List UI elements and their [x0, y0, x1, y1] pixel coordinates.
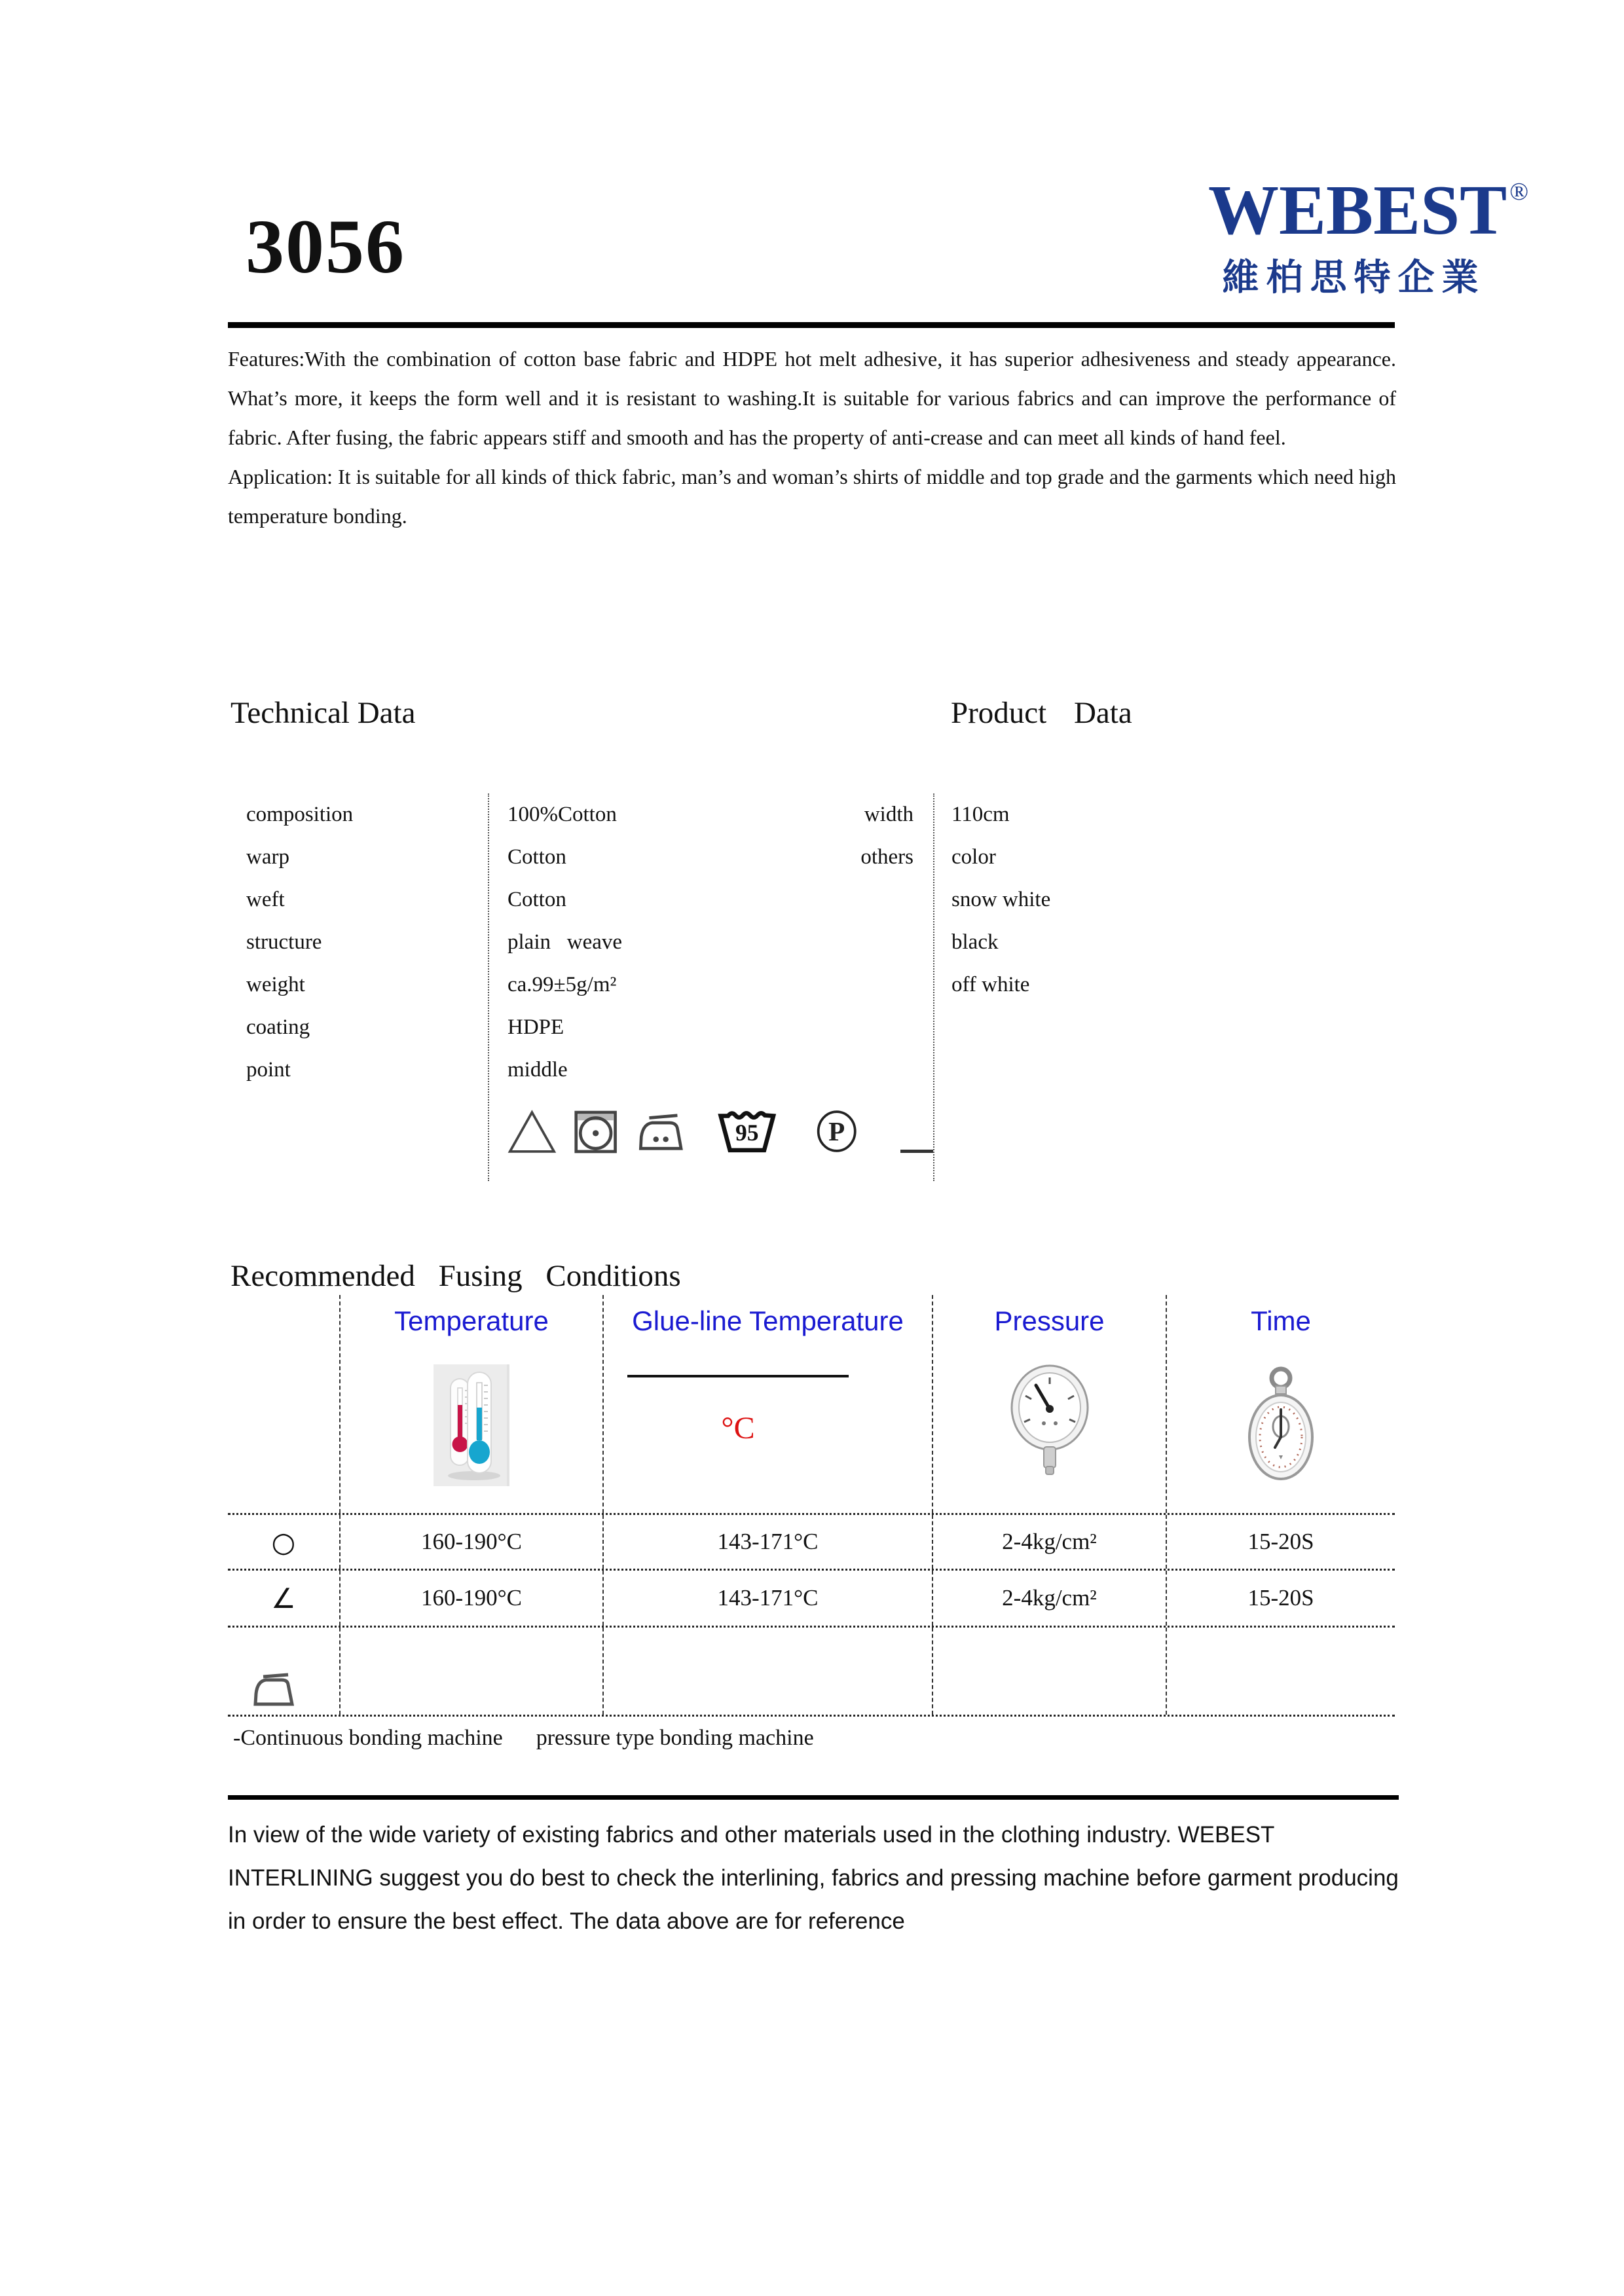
glue-line-value — [602, 1628, 932, 1715]
tumble-dry-icon — [574, 1108, 618, 1156]
iron-icon — [250, 1670, 297, 1708]
tech-value: middle — [507, 1058, 568, 1082]
tech-label: weight — [246, 973, 305, 996]
tech-value: 100%Cotton — [507, 803, 617, 826]
technical-labels-column — [228, 793, 488, 1181]
tech-label: weft — [246, 888, 285, 911]
disclaimer-line: in order to ensure the best effect. The data above are for reference — [228, 1908, 905, 1934]
product-values-column — [933, 793, 1395, 1181]
product-label-width: width — [864, 803, 913, 826]
glue-line-value: 143-171°C — [602, 1515, 932, 1569]
tech-value: ca.99±5g/m² — [507, 973, 617, 996]
temperature-column-header — [339, 1295, 602, 1513]
glue-line-value: 143-171°C — [602, 1571, 932, 1626]
tech-label: composition — [246, 803, 354, 826]
glue-line-indicator — [604, 1337, 932, 1513]
wash-95-icon — [717, 1104, 777, 1156]
tech-value: HDPE — [507, 1015, 564, 1039]
brand-name — [1208, 172, 1529, 249]
care-symbols-row — [489, 1102, 933, 1156]
product-value: snow white — [951, 888, 1051, 911]
header-divider — [228, 322, 1395, 328]
tech-value: Cotton — [507, 845, 566, 869]
underline-mark-icon — [900, 1150, 933, 1153]
pressure-value: 2-4kg/cm² — [932, 1515, 1166, 1569]
brand-logo — [1208, 172, 1529, 301]
pressure-column-header — [932, 1295, 1166, 1513]
pressure-value: 2-4kg/cm² — [932, 1571, 1166, 1626]
glue-line-rule — [627, 1375, 849, 1377]
disclaimer-line: In view of the wide variety of existing fabrics and other materials used in the clothing industry. WEBEST — [228, 1822, 1275, 1848]
temperature-value: 160-190°C — [339, 1571, 602, 1626]
product-data-title: Product Data — [951, 696, 1132, 730]
angle-symbol: ∠ — [271, 1582, 296, 1614]
tech-value: Cotton — [507, 888, 566, 911]
dry-clean-letter: P — [828, 1116, 845, 1147]
temperature-header-label: Temperature — [394, 1305, 549, 1336]
tech-label: structure — [246, 930, 322, 954]
temperature-value: 160-190°C — [339, 1515, 602, 1569]
time-value — [1166, 1628, 1395, 1715]
fusing-row-circle — [228, 1513, 1395, 1569]
footer-divider — [228, 1795, 1399, 1800]
product-value: off white — [951, 973, 1030, 996]
pressure-header-label: Pressure — [994, 1305, 1105, 1336]
features-paragraph: Features:With the combination of cotton base fabric and HDPE hot melt adhesive, it has superior adhesiveness and steady appearance. What’s more, it keeps the form well and it is resistant to washing.It is suitable for various fabrics and can improve the performance of fabric. After fusing, the fabric appears stiff and smooth and has the property of anti-crease and can meet all kinds of hand feel. — [228, 347, 1396, 449]
circle-symbol: ○ — [271, 1525, 296, 1558]
pressure-value — [932, 1628, 1166, 1715]
fusing-conditions-title: Recommended Fusing Conditions — [231, 1259, 681, 1293]
fusing-table — [228, 1295, 1395, 1717]
fusing-row-iron — [228, 1626, 1395, 1717]
fusing-row-angle — [228, 1569, 1395, 1626]
technical-values-column — [488, 793, 933, 1181]
tech-label: warp — [246, 845, 289, 869]
product-code: 3056 — [246, 204, 405, 289]
stopwatch-icon — [1167, 1337, 1395, 1513]
product-value: color — [951, 845, 996, 869]
wash-temp-label: 95 — [735, 1119, 760, 1146]
glue-line-column-header — [602, 1295, 932, 1513]
fusing-header-row — [228, 1295, 1395, 1513]
brand-chinese-name: 維柏思特企業 — [1222, 258, 1486, 299]
time-column-header — [1166, 1295, 1395, 1513]
iron-medium-icon — [635, 1108, 687, 1156]
thermometer-icon — [341, 1337, 602, 1513]
technical-data-title: Technical Data — [231, 696, 416, 730]
disclaimer-text — [228, 1813, 1420, 1943]
temperature-value — [339, 1628, 602, 1715]
fusing-table-caption: -Continuous bonding machine pressure type bonding machine — [233, 1726, 814, 1750]
glue-line-unit: °C — [721, 1411, 755, 1446]
iron-symbol-cell — [228, 1628, 339, 1715]
intro-section — [228, 339, 1396, 536]
registered-trademark-icon: ® — [1509, 178, 1529, 206]
product-label-others: others — [860, 845, 913, 869]
dry-clean-p-icon — [815, 1107, 858, 1156]
pressure-gauge-icon — [933, 1337, 1166, 1513]
time-value: 15-20S — [1166, 1571, 1395, 1626]
product-value: black — [951, 930, 999, 954]
brand-name-text: WEBEST — [1208, 172, 1507, 249]
bleach-triangle-icon — [507, 1108, 557, 1156]
application-paragraph: Application: It is suitable for all kinds of thick fabric, man’s and woman’s shirts of middle and top grade and the garments which need high temperature bonding. — [228, 465, 1396, 528]
disclaimer-line: INTERLINING suggest you do best to check the interlining, fabrics and pressing machine before garment producing — [228, 1865, 1399, 1891]
product-value: 110cm — [951, 803, 1010, 826]
time-header-label: Time — [1251, 1305, 1311, 1336]
fusing-symbol-header-cell — [228, 1295, 339, 1513]
time-value: 15-20S — [1166, 1515, 1395, 1569]
glue-line-header-label: Glue-line Temperature — [632, 1305, 904, 1336]
tech-label: coating — [246, 1015, 310, 1039]
tech-label: point — [246, 1058, 291, 1082]
technical-product-table — [228, 793, 1395, 1181]
tech-value: plain weave — [507, 930, 623, 954]
